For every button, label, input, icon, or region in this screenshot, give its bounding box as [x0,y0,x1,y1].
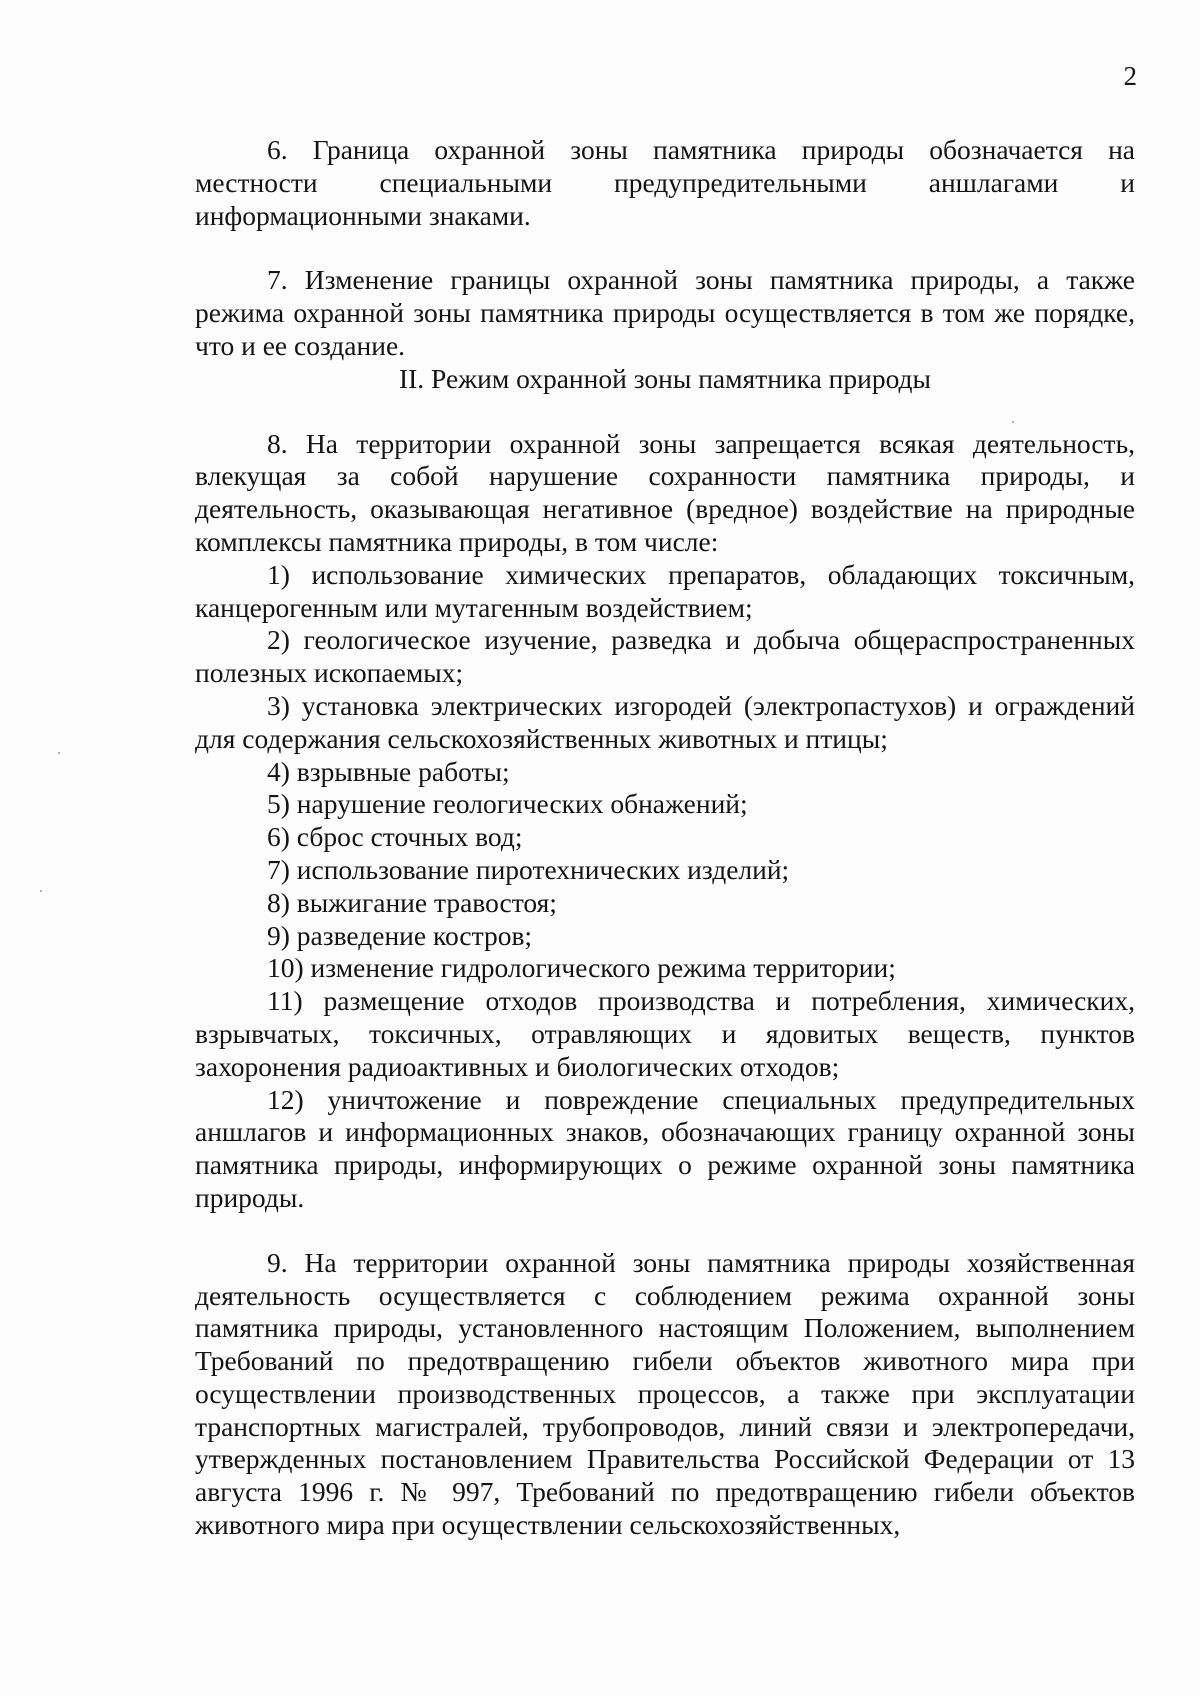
prohibited-activities-list [195,559,1135,1215]
list-item: 10) изменение гидрологического режима территории; [267,952,896,984]
list-item: 8) выжигание травостоя; [267,886,557,918]
list-item: 9) разведение костров; [267,919,533,951]
section-heading: II. Режим охранной зоны памятника природы [398,362,932,394]
paragraph-7: 7. Изменение границы охранной зоны памятника природы, а также режима охранной зоны памятника природы осуществляется в том же порядке, что и ее создание. [195,264,1135,361]
list-item: 5) нарушение геологических обнажений; [267,788,748,820]
scan-speck [1012,421,1014,423]
page-number: 2 [1123,61,1137,91]
paragraph-9: 9. На территории охранной зоны памятника природы хозяйственная деятельность осуществляется с соблюдением режима охранной зоны памятника природы, установленного настоящим Положением, выполнением Требований по предотвращению гибели объектов животного мира при осуществлении производственных процессов, а также при эксплуатации транспортных магистралей, трубопроводов, линий связи и электропередачи, утвержденных постановлением Правительства Российской Федерации от 13 августа 1996 г. № 997, Требований по предотвращению гибели объектов животного мира при осуществлении сельскохозяйственных, [195,1246,1135,1541]
scan-speck [40,890,42,892]
paragraph-8: 8. На территории охранной зоны запрещается всякая деятельность, влекущая за собой нарушение сохранности памятника природы, и деятельность, оказывающая негативное (вредное) воздействие на природные комплексы памятника природы, в том числе: [195,427,1135,557]
document-body [195,134,1135,1542]
list-item: 4) взрывные работы; [267,755,510,787]
list-item: 1) использование химических препаратов, обладающих токсичным, канцерогенным или мутагенным воздействием; [195,558,1135,623]
list-item: 12) уничтожение и повреждение специальных предупредительных аншлагов и информационных знаков, обозначающих границу охранной зоны памятника природы, информирующих о режиме охранной зоны памятника природы. [195,1083,1135,1213]
list-item: 7) использование пиротехнических изделий; [267,853,790,885]
list-item: 11) размещение отходов производства и потребления, химических, взрывчатых, токсичных, отравляющих и ядовитых веществ, пунктов захоронения радиоактивных и биологических отходов; [195,985,1135,1082]
list-item: 2) геологическое изучение, разведка и добыча общераспространенных полезных ископаемых; [195,624,1135,689]
list-item: 3) установка электрических изгородей (электропастухов) и ограждений для содержания сельскохозяйственных животных и птицы; [195,689,1135,754]
scan-speck [58,752,60,754]
paragraph-6: 6. Граница охранной зоны памятника природы обозначается на местности специальными предупредительными аншлагами и информационными знаками. [195,134,1135,231]
list-item: 6) сброс сточных вод; [267,821,523,853]
